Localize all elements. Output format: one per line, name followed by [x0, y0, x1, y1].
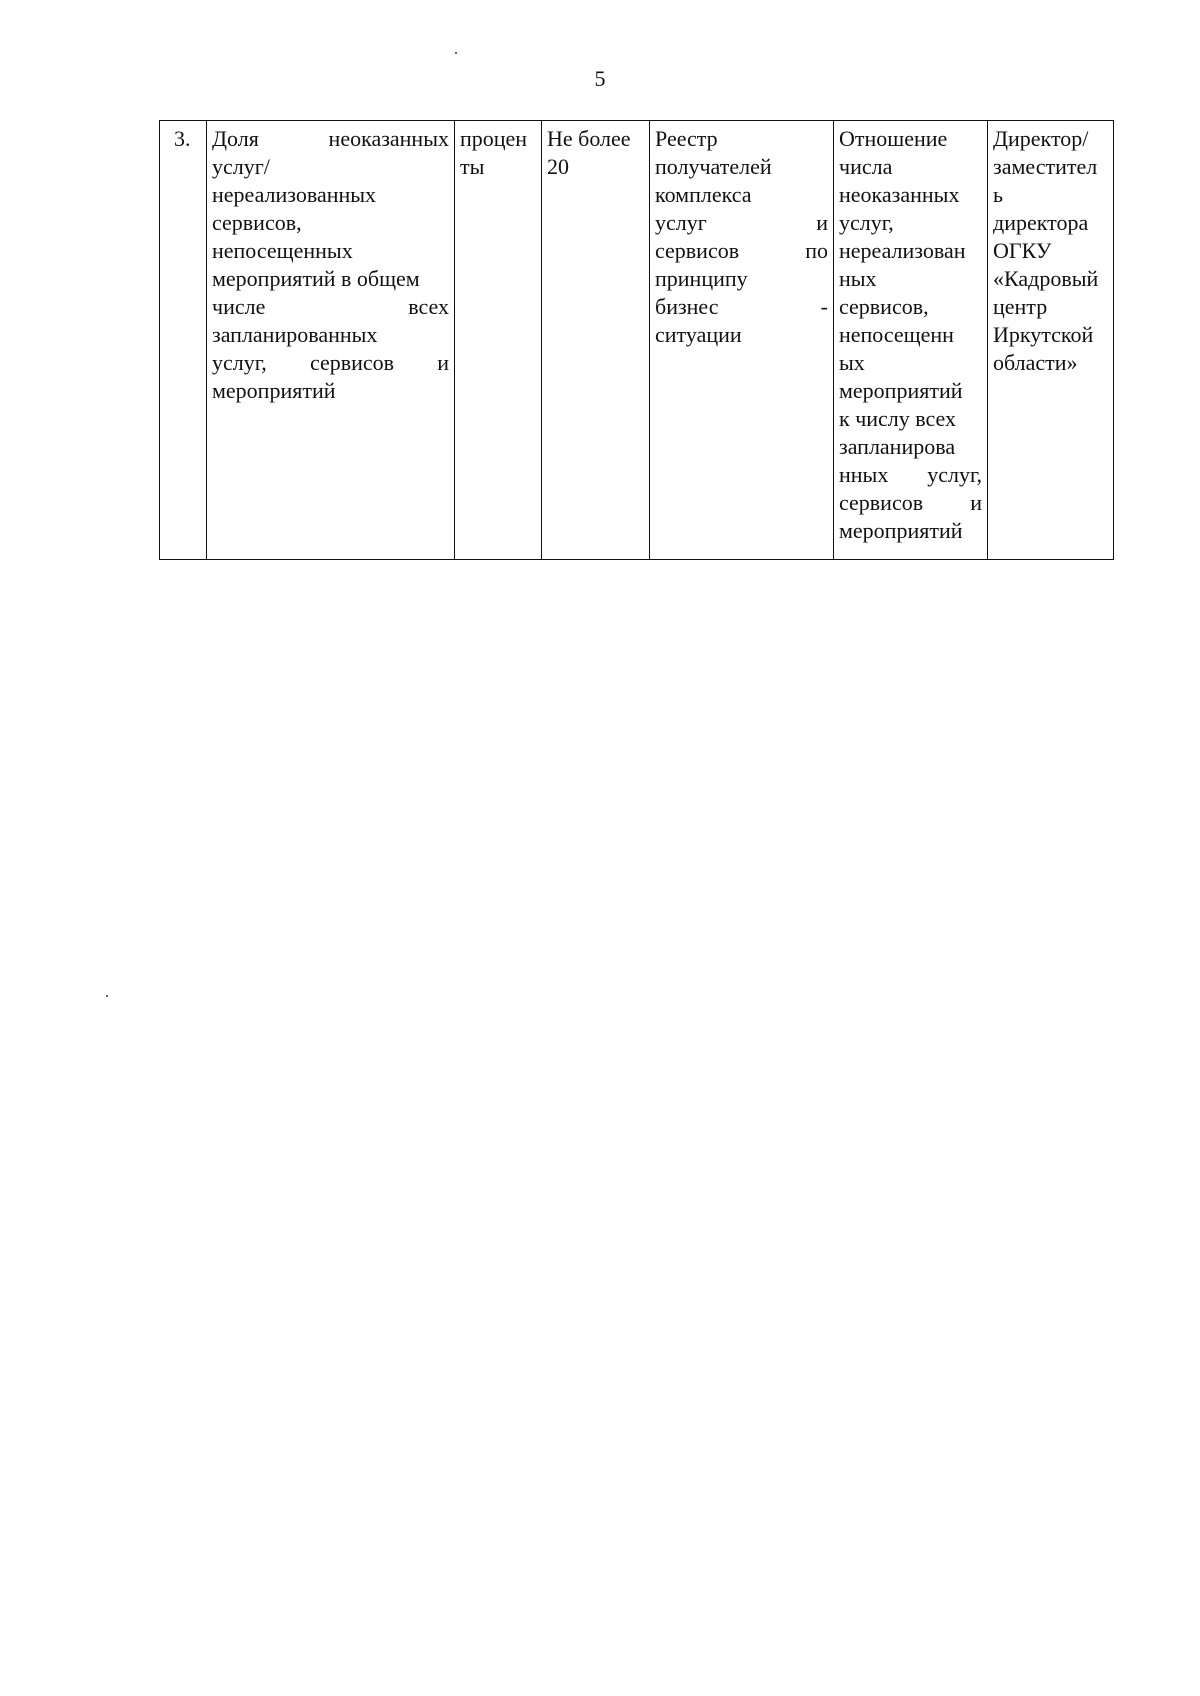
cell-line [839, 377, 982, 405]
cell-word: мероприятий в общем [212, 266, 420, 291]
data-source-text [655, 125, 828, 349]
cell-word: сервисов, [839, 294, 929, 319]
cell-word: сервисов [655, 238, 740, 263]
calculation-method-text [839, 125, 982, 545]
cell-word: и [970, 490, 982, 515]
cell-line [547, 125, 644, 153]
cell-line [993, 209, 1108, 237]
cell-word: числе [212, 294, 266, 319]
cell-word: услуг, [839, 210, 894, 235]
cell-line [655, 293, 828, 321]
cell-word: принципу [655, 266, 748, 291]
cell-word: сервисов, [212, 210, 302, 235]
cell-word: директора [993, 210, 1089, 235]
cell-line [460, 125, 536, 153]
cell-word: области» [993, 350, 1078, 375]
cell-line [655, 181, 828, 209]
cell-line [993, 237, 1108, 265]
cell-line [839, 265, 982, 293]
cell-word: непосещенн [839, 322, 954, 347]
unit-cell [455, 121, 542, 560]
cell-line [212, 209, 449, 237]
cell-line [655, 237, 828, 265]
cell-word: Не более [547, 126, 631, 151]
scan-speck [106, 995, 108, 997]
cell-line [993, 293, 1108, 321]
cell-line [839, 489, 982, 517]
cell-word: Отношение [839, 126, 948, 151]
cell-line [655, 125, 828, 153]
row-number: 3. [174, 126, 191, 151]
cell-line [212, 153, 449, 181]
cell-word: процен [460, 126, 528, 151]
cell-line [839, 181, 982, 209]
responsible-person-cell [988, 121, 1114, 560]
cell-line [839, 293, 982, 321]
cell-word: запланирова [839, 434, 956, 459]
cell-line [839, 153, 982, 181]
cell-word: сервисов [839, 490, 924, 515]
cell-line [212, 181, 449, 209]
cell-line [212, 237, 449, 265]
cell-word: нереализован [839, 238, 966, 263]
cell-line [212, 265, 449, 293]
cell-word: заместител [993, 154, 1098, 179]
cell-word: запланированных [212, 322, 378, 347]
cell-line [839, 461, 982, 489]
cell-word: услуг, [927, 462, 982, 487]
cell-line [655, 153, 828, 181]
cell-word: нереализованных [212, 182, 377, 207]
target-value-cell [542, 121, 650, 560]
page-number: 5 [594, 66, 606, 91]
cell-word: ты [460, 154, 485, 179]
cell-word: ых [839, 350, 865, 375]
cell-word: числа [839, 154, 893, 179]
cell-line [839, 209, 982, 237]
cell-word: мероприятий [839, 378, 963, 403]
cell-word: мероприятий [212, 378, 336, 403]
cell-word: услуг [655, 210, 707, 235]
cell-word: и [437, 350, 449, 375]
cell-line [839, 321, 982, 349]
cell-word: всех [408, 294, 449, 319]
cell-line [839, 237, 982, 265]
cell-word: к числу всех [839, 406, 957, 431]
data-source-cell [650, 121, 834, 560]
cell-word: «Кадровый [993, 266, 1099, 291]
cell-line [993, 153, 1108, 181]
cell-word: Доля [212, 126, 259, 151]
indicator-table [159, 120, 1114, 560]
unit-text [460, 125, 536, 181]
cell-line [993, 265, 1108, 293]
cell-line [212, 321, 449, 349]
cell-line [460, 153, 536, 181]
cell-word: Иркутской [993, 322, 1094, 347]
cell-word: по [805, 238, 828, 263]
cell-word: и [816, 210, 828, 235]
cell-line [993, 125, 1108, 153]
cell-line [839, 405, 982, 433]
cell-word: ситуации [655, 322, 742, 347]
cell-word: 20 [547, 154, 569, 179]
cell-word: ных [839, 266, 877, 291]
cell-line [212, 125, 449, 153]
cell-line [993, 181, 1108, 209]
indicator-name-text [212, 125, 449, 405]
row-number-cell [160, 121, 207, 560]
cell-word: получателей [655, 154, 772, 179]
cell-line [212, 377, 449, 405]
scan-speck [455, 52, 457, 54]
cell-line [839, 517, 982, 545]
cell-word: комплекса [655, 182, 752, 207]
cell-line [212, 349, 449, 377]
cell-word: бизнес [655, 294, 719, 319]
cell-line [655, 265, 828, 293]
cell-word: неоказанных [328, 126, 449, 151]
cell-line [547, 153, 644, 181]
cell-word: центр [993, 294, 1048, 319]
cell-line [839, 125, 982, 153]
cell-word: - [820, 294, 828, 319]
cell-line [212, 293, 449, 321]
indicator-name-cell [207, 121, 455, 560]
cell-line [655, 209, 828, 237]
cell-line [993, 321, 1108, 349]
cell-word: непосещенных [212, 238, 353, 263]
target-value-text [547, 125, 644, 181]
cell-word: Директор/ [993, 126, 1089, 151]
calculation-method-cell [834, 121, 988, 560]
cell-word: сервисов [309, 350, 395, 375]
table-row [160, 121, 1114, 560]
cell-word: неоказанных [839, 182, 960, 207]
cell-word: услуг/ [212, 154, 270, 179]
cell-line [993, 349, 1108, 377]
cell-word: мероприятий [839, 518, 963, 543]
cell-word: ь [993, 182, 1004, 207]
cell-word: услуг, [212, 350, 267, 375]
cell-line [839, 433, 982, 461]
cell-line [839, 349, 982, 377]
cell-line [655, 321, 828, 349]
cell-word: Реестр [655, 126, 718, 151]
cell-word: нных [839, 462, 889, 487]
responsible-person-text [993, 125, 1108, 377]
cell-word: ОГКУ [993, 238, 1052, 263]
